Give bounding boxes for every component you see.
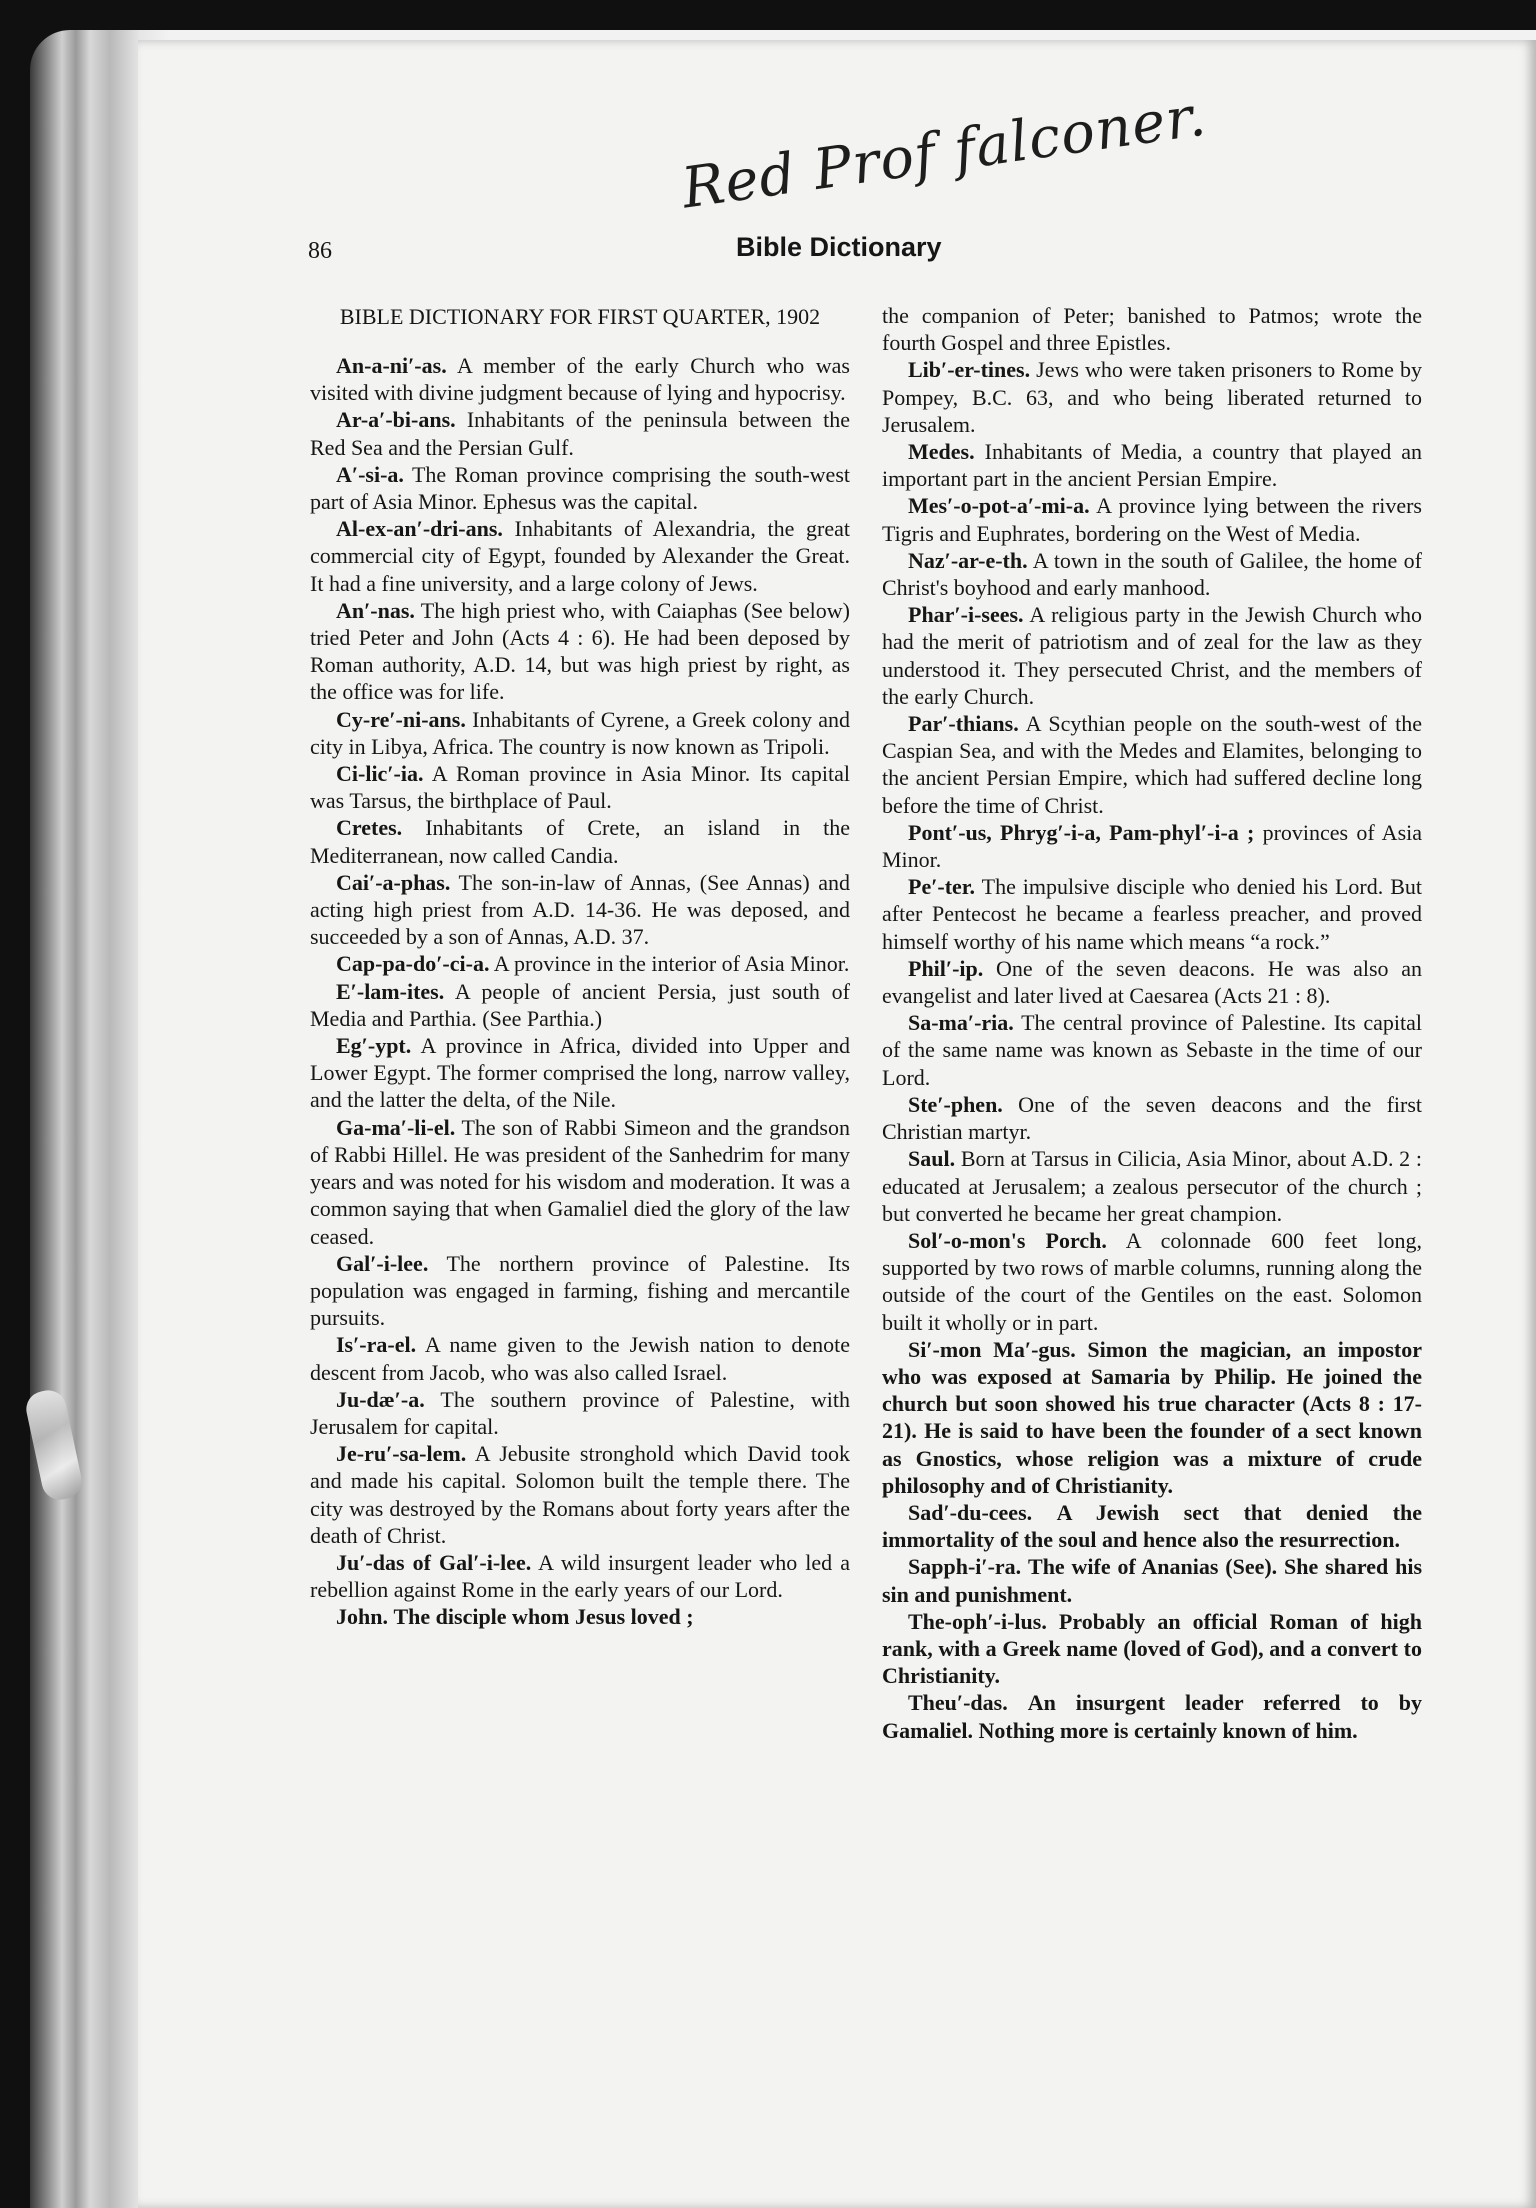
entry-term: Is′-ra-el. [336,1332,417,1358]
entry-term: E′-lam-ites. [336,978,445,1004]
page-number: 86 [308,238,332,264]
column-title: BIBLE DICTIONARY FOR FIRST QUARTER, 1902 [339,304,821,329]
dictionary-entry [882,1009,1422,1091]
dictionary-entry [882,438,1422,492]
entry-definition: Inhabitants of the peninsula between the Red Sea and the Persian Gulf. [310,407,850,460]
dictionary-entry [310,1603,850,1630]
entry-term: Al-ex-an′-dri-ans. [336,516,503,542]
entry-definition: The impulsive disciple who denied his Lord. But after Pentecost he became a fearless preacher, and proved himself worthy of his name which means “a rock.” [882,874,1422,954]
entry-term: Ju-dæ′-a. [336,1386,425,1412]
entry-term: Sol′-o-mon's Porch. [908,1227,1107,1253]
entry-term: Si′-mon Ma′-gus. [908,1336,1076,1362]
entry-definition: Inhabitants of Media, a country that played an important part in the ancient Persian Empire. [882,439,1422,492]
right-column [882,302,1422,1744]
dictionary-entry [882,1145,1422,1227]
entry-term: Phar′-i-sees. [908,602,1024,628]
entry-term: An′-nas. [336,597,415,623]
entry-definition: Inhabitants of Crete, an island in the Mediterranean, now called Candia. [310,815,850,868]
entry-term: Cai′-a-phas. [336,869,451,895]
entry-term: Theu′-das. [908,1690,1008,1716]
dictionary-entry [310,1250,850,1332]
entry-definition: Simon the magician, an impostor who was exposed at Samaria by Philip. He joined the church but soon showed his true character (Acts 8 : 17-21). He is said to have been the founder of a sect known as Gnostics, whose religion was a mixture of crude philosophy and of Christianity. [882,1336,1423,1498]
dictionary-entry [882,1553,1422,1607]
left-entries [310,352,850,1603]
entry-term: Ju′-das of Gal′-i-lee. [336,1549,532,1575]
entry-definition: An insurgent leader referred to by Gamaliel. Nothing more is certainly known of him. [882,1690,1423,1743]
dictionary-entry [882,1091,1422,1145]
dictionary-entry [310,515,850,597]
entry-term: Eg′-ypt. [336,1033,412,1059]
entry-term: Je-ru′-sa-lem. [336,1441,467,1467]
dictionary-entry [310,352,850,406]
entry-term: John. [336,1604,388,1630]
entry-definition: A province in Africa, divided into Upper and Lower Egypt. The former comprised the long, narrow valley, and the latter the delta, of the Nile. [310,1033,850,1113]
entry-definition: Inhabitants of Cyrene, a Greek colony and city in Libya, Africa. The country is now known as Tripoli. [310,706,851,759]
entry-definition: A name given to the Jewish nation to denote descent from Jacob, who was also called Israel. [310,1332,851,1385]
right-entries [882,356,1422,1743]
entry-definition: The high priest who, with Caiaphas (See below) tried Peter and John (Acts 4 : 6). He had been deposed by Roman authority, A.D. 14, but was high priest by right, as the office was for life. [310,597,851,705]
entry-definition: A province lying between the rivers Tigris and Euphrates, bordering on the West of Media. [882,493,1422,546]
dictionary-entry [882,1608,1422,1690]
entry-definition: The son-in-law of Annas, (See Annas) and acting high priest from A.D. 14-36. He was deposed, and succeeded by a son of Annas, A.D. 37. [310,869,850,950]
dictionary-entry [310,1386,850,1440]
dictionary-entry [882,1336,1422,1499]
entry-term: Naz′-ar-e-th. [908,547,1028,573]
entry-definition: The northern province of Palestine. Its population was engaged in farming, fishing and mercantile pursuits. [310,1250,850,1331]
entry-definition: One of the seven deacons and the first Christian martyr. [882,1091,1423,1145]
dictionary-entry [882,1689,1422,1743]
entry-term: Medes. [908,439,975,465]
entry-term: Ci-lic′-ia. [336,761,424,787]
dictionary-entry [882,356,1422,438]
entry-definition: A colonnade 600 feet long, supported by two rows of marble columns, running along the outside of the court of the Gentiles on the east. Solomon built it wholly or in part. [882,1227,1422,1335]
entry-term: Sa-ma′-ria. [908,1010,1014,1036]
entry-term: Sapph-i′-ra. [908,1554,1022,1580]
entry-continuation: the companion of Peter; banished to Patmos; wrote the fourth Gospel and three Epistles. [882,303,1422,356]
entry-definition: The Roman province comprising the south-west part of Asia Minor. Ephesus was the capital. [310,461,850,515]
dictionary-entry [310,1114,850,1250]
entry-term: Cretes. [336,815,403,841]
entry-definition: A Roman province in Asia Minor. Its capital was Tarsus, the birthplace of Paul. [310,761,850,814]
dictionary-entry [310,978,850,1032]
entry-definition: The disciple whom Jesus loved ; [393,1604,694,1630]
entry-term: An-a-ni′-as. [336,353,447,378]
dictionary-entry [310,760,850,814]
dictionary-entry [310,406,850,460]
entry-term: A′-si-a. [336,461,404,487]
entry-definition: Inhabitants of Alexandria, the great commercial city of Egypt, founded by Alexander the Great. It had a fine university, and a large colony of Jews. [310,516,851,596]
dictionary-entry [882,1227,1422,1336]
dictionary-entry [310,950,850,977]
entry-term: Cap-pa-do′-ci-a. [336,951,490,977]
entry-term: Ga-ma′-li-el. [336,1114,456,1140]
entry-term: Par′-thians. [908,711,1019,737]
entry-definition: A wild insurgent leader who led a rebellion against Rome in the early years of our Lord. [310,1549,850,1603]
entry-term: Ste′-phen. [908,1091,1003,1117]
left-column [310,302,850,1631]
entry-definition: A Jewish sect that denied the immortality of the soul and hence also the resurrection. [882,1499,1423,1553]
entry-term: Ar-a′-bi-ans. [336,407,456,433]
dictionary-entry [882,710,1422,819]
entry-definition: A member of the early Church who was visited with divine judgment because of lying and hypocrisy. [310,353,850,406]
entry-definition: Born at Tarsus in Cilicia, Asia Minor, about A.D. 2 : educated at Jerusalem; a zealous persecutor of the church ; but converted he became her great champion. [882,1146,1423,1226]
entry-definition: The wife of Ananias (See). She shared his sin and punishment. [882,1554,1423,1607]
entry-term: Sad′-du-cees. [908,1499,1033,1525]
entry-definition: Probably an official Roman of high rank, with a Greek name (loved of God), and a convert to Christianity. [882,1608,1422,1689]
entry-term: Lib′-er-tines. [908,357,1031,383]
entry-definition: A people of ancient Persia, just south of Media and Parthia. (See Parthia.) [310,978,850,1031]
entry-definition: A province in the interior of Asia Minor. [493,951,850,977]
dictionary-entry [882,819,1422,873]
entry-definition: A Scythian people on the south-west of the Caspian Sea, and with the Medes and Elamites, belonging to the ancient Persian Empire, which had suffered decline long before the time of Christ. [882,711,1422,818]
dictionary-entry [310,814,850,868]
dictionary-entry [310,461,850,515]
dictionary-entry [310,869,850,951]
handwritten-note: Red Prof falconer. [678,83,1211,222]
entry-term: Cy-re′-ni-ans. [336,706,466,732]
entry-term: Gal′-i-lee. [336,1250,429,1276]
entry-definition: A religious party in the Jewish Church who had the merit of patriotism and of zeal for the law as they understood it. They persecuted Christ, and the members of the early Church. [882,602,1422,709]
entry-definition: The central province of Palestine. Its capital of the same name was known as Sebaste in the time of our Lord. [882,1010,1422,1090]
entry-term: Saul. [908,1146,956,1172]
entry-definition: Jews who were taken prisoners to Rome by Pompey, B.C. 63, and who being liberated returned to Jerusalem. [882,357,1422,437]
dictionary-entry [882,492,1422,546]
entry-term: Phil′-ip. [908,955,984,981]
entry-definition: The son of Rabbi Simeon and the grandson of Rabbi Hillel. He was president of the Sanhedrim for many years and was noted for his wisdom and moderation. It was a common saying that when Gamaliel died the glory of the law ceased. [310,1114,850,1249]
dictionary-entry [882,601,1422,710]
entry-term: Mes′-o-pot-a′-mi-a. [908,493,1090,519]
entry-definition: The southern province of Palestine, with Jerusalem for capital. [310,1386,850,1439]
dictionary-entry [882,873,1422,955]
dictionary-entry [882,547,1422,601]
dictionary-entry [310,1549,850,1603]
entry-definition: One of the seven deacons. He was also an evangelist and later lived at Caesarea (Acts 21 : 8). [882,955,1423,1009]
entry-term: Pe′-ter. [908,874,976,900]
dictionary-entry [310,1032,850,1114]
dictionary-entry [310,1440,850,1549]
dictionary-entry [310,706,850,760]
entry-term: Pont′-us, Phryg′-i-a, Pam-phyl′-i-a ; [908,819,1255,845]
entry-definition: A town in the south of Galilee, the home of Christ's boyhood and early manhood. [882,547,1422,601]
dictionary-entry [882,955,1422,1009]
dictionary-entry [310,597,850,706]
dictionary-entry [882,1499,1422,1553]
entry-term: The-oph′-i-lus. [908,1608,1047,1634]
entry-definition: provinces of Asia Minor. [882,819,1423,873]
entry-definition: A Jebusite stronghold which David took and made his capital. Solomon built the temple there. The city was destroyed by the Romans about forty years after the death of Christ. [310,1441,850,1548]
dictionary-entry [310,1331,850,1385]
running-head: Bible Dictionary [736,232,942,262]
